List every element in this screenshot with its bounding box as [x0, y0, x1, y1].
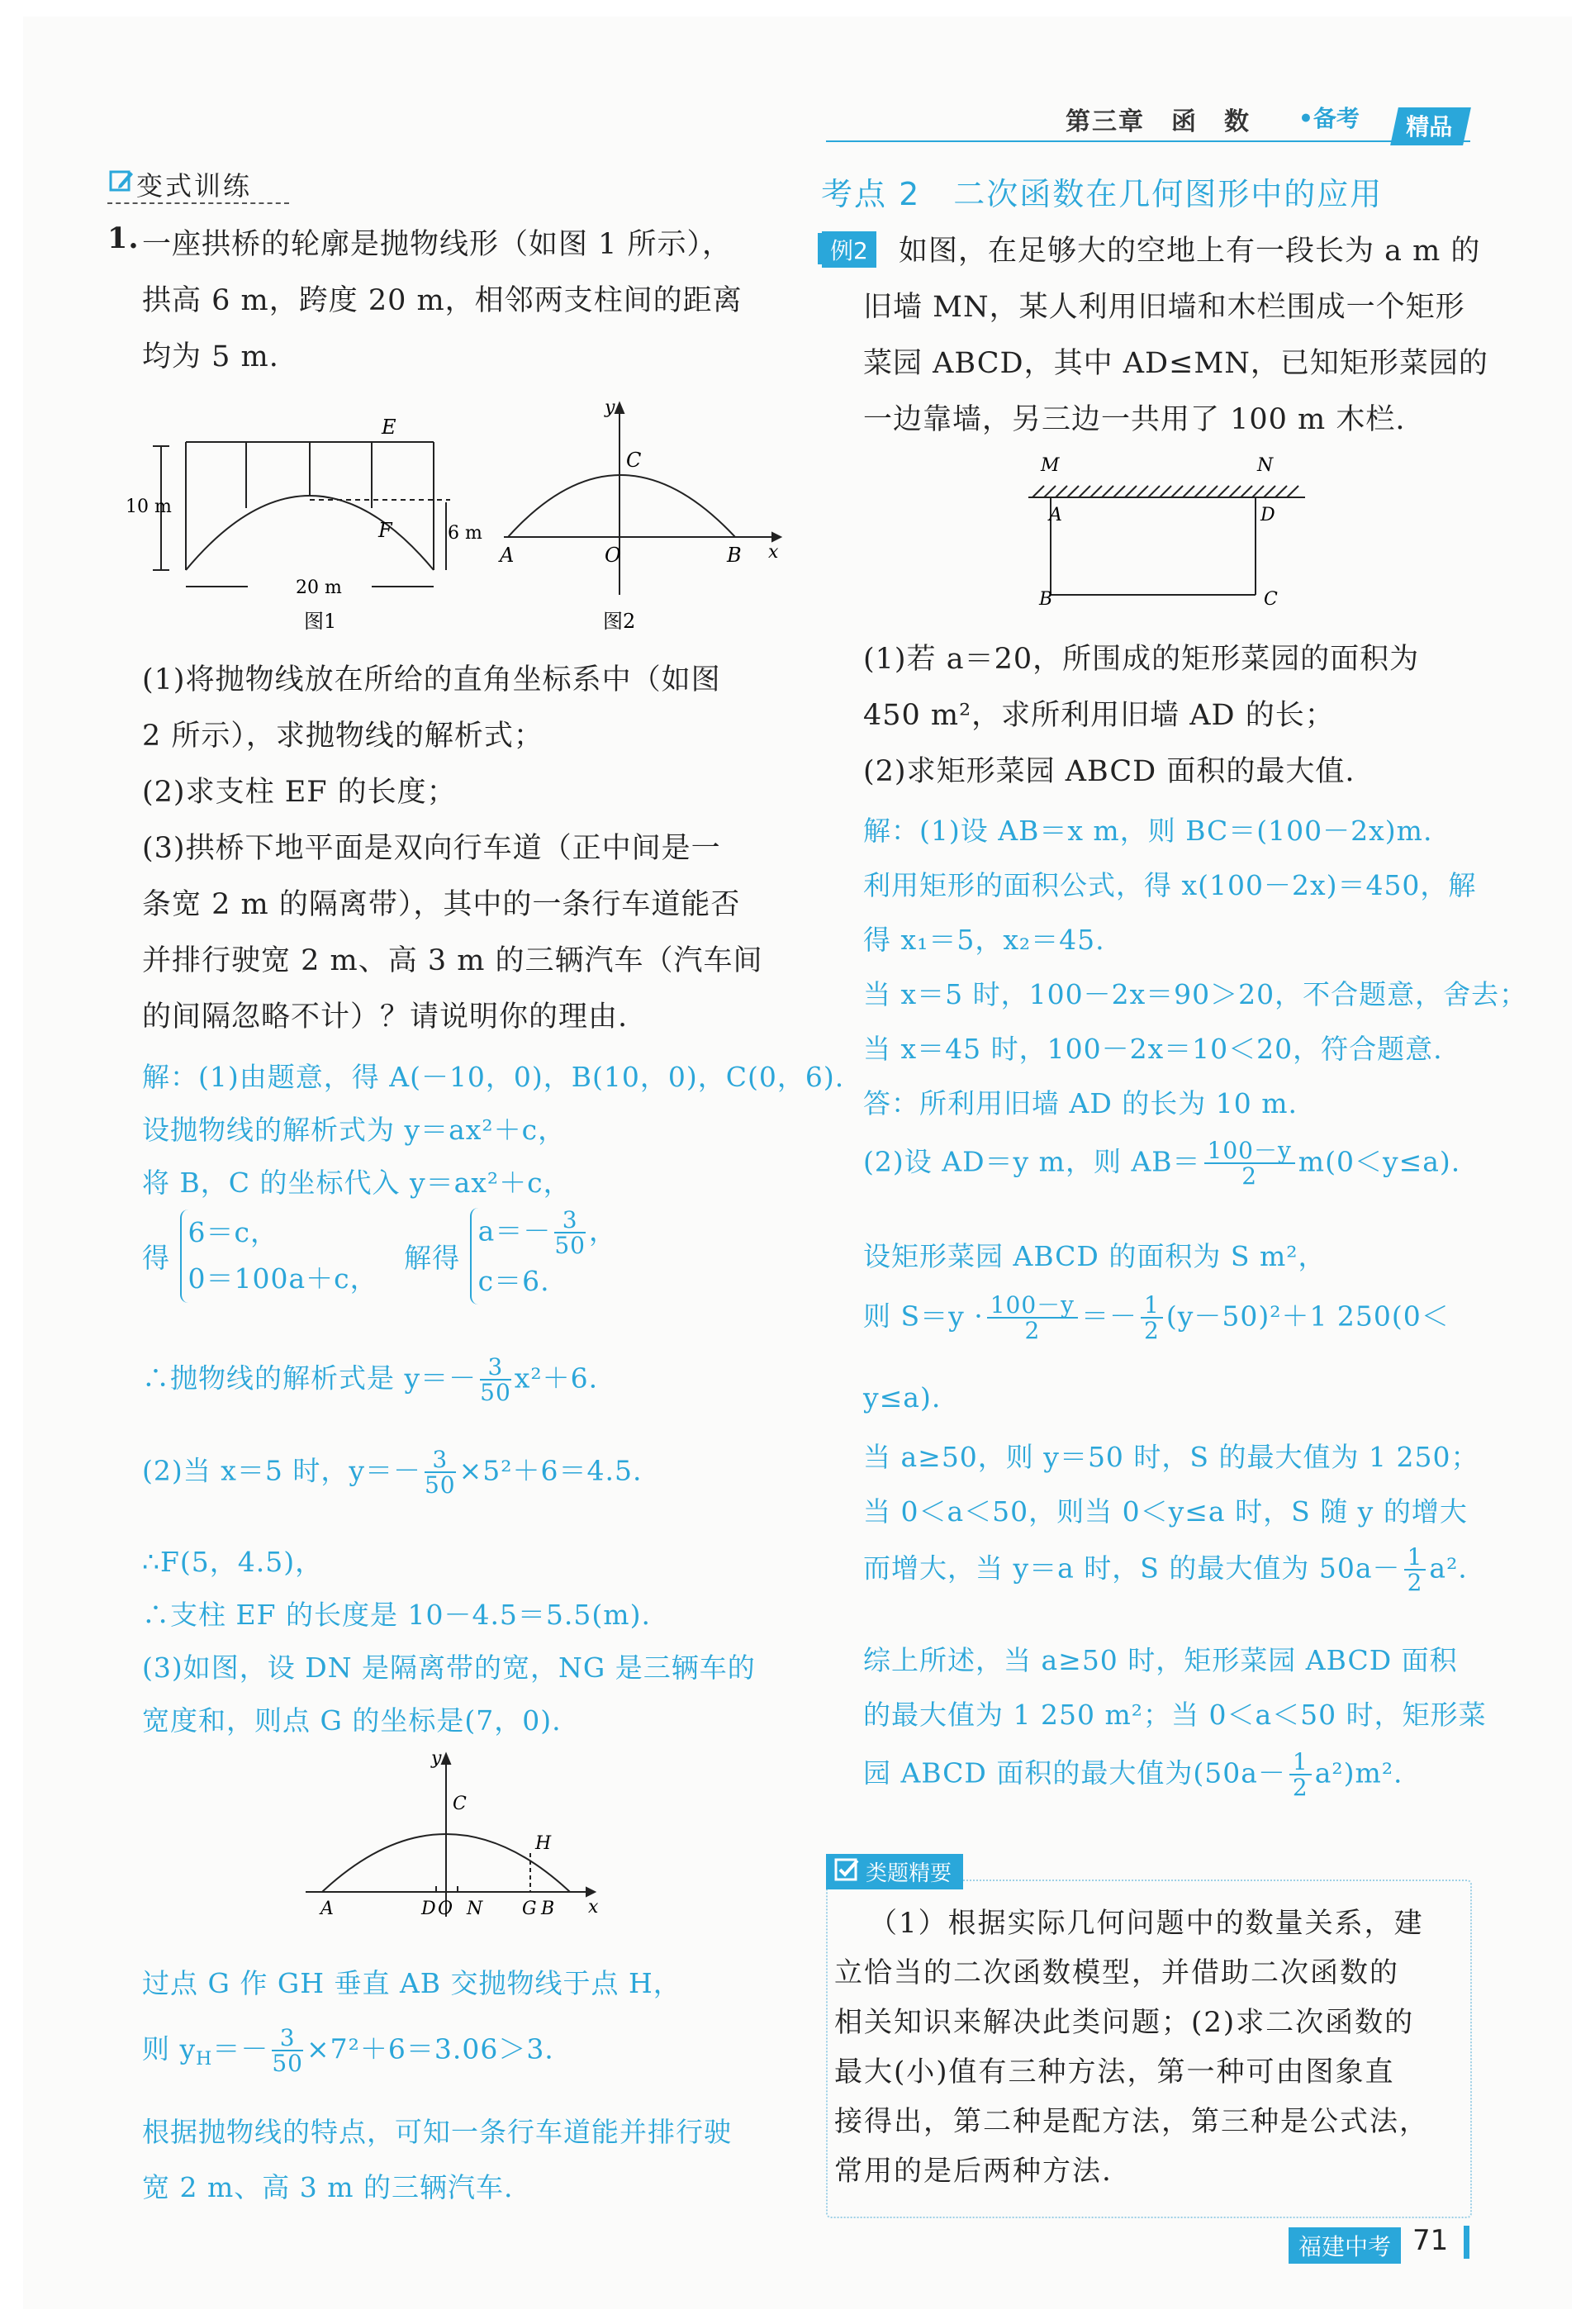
system-brace-right: [470, 1208, 617, 1305]
solution-12-prefix: 则 y: [142, 2032, 197, 2065]
page-number: 71: [1412, 2224, 1449, 2257]
right-solution-8: 设矩形菜园 ABCD 的面积为 S m²，: [863, 1240, 1327, 1272]
solution-line-13: 根据抛物线的特点，可知一条行车道能并排行驶: [142, 2116, 732, 2148]
problem-line-3: 均为 5 m.: [142, 340, 279, 373]
fraction-r13-den: 2: [1407, 1569, 1423, 1597]
solution-a-suffix: ，: [588, 1214, 617, 1248]
right-solution-3: 得 x₁＝5，x₂＝45.: [863, 924, 1105, 956]
fig2-label-a: A: [500, 544, 515, 567]
fraction-r16-den: 2: [1292, 1774, 1308, 1802]
right-solution-6: 答：所利用旧墙 AD 的长为 10 m.: [863, 1087, 1298, 1119]
solution-line-1: 解：(1)由题意，得 A(－10，0)，B(10，0)，C(0，6).: [142, 1061, 845, 1093]
fig3-label-d: D: [421, 1899, 436, 1919]
prep-label: •备考: [1298, 105, 1360, 132]
solution-6-prefix: (2)当 x＝5 时，y＝－: [142, 1454, 421, 1487]
fig1-label-f: F: [378, 519, 392, 542]
kaodian-title: 考点 2 二次函数在几何图形中的应用: [821, 176, 1384, 212]
right-solution-2: 利用矩形的面积公式，得 x(100－2x)＝450，解: [863, 869, 1477, 901]
fig3-label-g: G: [522, 1899, 537, 1919]
solution-12-mid: ＝－: [212, 2032, 269, 2065]
fraction-r16-num: 1: [1289, 1750, 1312, 1775]
fraction-5: [480, 1355, 511, 1405]
fraction-r9a: [987, 1293, 1078, 1343]
system-mid: 解得: [404, 1241, 461, 1274]
fig2-label-o: O: [605, 544, 621, 567]
fig3-label-c: C: [453, 1794, 467, 1814]
solution-a-prefix: a＝－: [477, 1214, 552, 1248]
right-solution-1: 解：(1)设 AB＝x m，则 BC＝(100－2x)m.: [863, 815, 1433, 847]
solution-line-3: 将 B，C 的坐标代入 y＝ax²＋c，: [142, 1167, 572, 1199]
solution-line-5: [142, 1355, 598, 1405]
header-rule: [826, 140, 1470, 142]
question-line-2: 2 所示），求抛物线的解析式；: [142, 720, 544, 753]
fraction-r13: [1404, 1545, 1426, 1595]
example-tag: 例2: [822, 231, 876, 268]
fraction-12-den: 50: [272, 2050, 303, 2078]
solution-line-9: (3)如图，设 DN 是隔离带的宽，NG 是三辆车的: [142, 1652, 756, 1684]
example-line-1: 如图，在足够大的空地上有一段长为 a m 的: [899, 235, 1481, 268]
summary-line-5: 接得出，第二种是配方法，第三种是公式法，: [834, 2105, 1429, 2138]
fraction-r16: [1289, 1750, 1312, 1800]
fraction-a-den: 50: [554, 1232, 586, 1260]
check-icon: [834, 1857, 859, 1882]
solution-c: c＝6.: [477, 1264, 550, 1297]
r9-mid: ＝－: [1081, 1300, 1137, 1333]
r16-suffix: a²)m².: [1314, 1756, 1403, 1789]
chapter-title: 第三章 函 数: [1066, 107, 1251, 136]
fraction-12: [272, 2026, 303, 2076]
fig3-label-y: y: [431, 1748, 442, 1769]
problem-line-1: 一座拱桥的轮廓是抛物线形（如图 1 所示），: [142, 228, 733, 261]
right-solution-12: 当 0＜a＜50，则当 0＜y≤a 时，S 随 y 的增大: [863, 1495, 1468, 1528]
system-brace-left: [180, 1210, 378, 1302]
right-solution-14: 综上所述，当 a≥50 时，矩形菜园 ABCD 面积: [863, 1644, 1458, 1676]
solution-line-10: 宽度和，则点 G 的坐标是(7，0).: [142, 1704, 562, 1737]
right-question-1: (1)若 a＝20，所围成的矩形菜园的面积为: [863, 643, 1420, 676]
question-line-3: (2)求支柱 EF 的长度；: [142, 776, 457, 809]
edit-icon: [109, 169, 134, 193]
r7-prefix: (2)设 AD＝y m，则 AB＝: [863, 1145, 1201, 1178]
garden-label-b: B: [1039, 589, 1053, 610]
fig3-label-b: B: [541, 1899, 555, 1919]
system-eq1: 6＝c，: [188, 1216, 278, 1249]
question-line-5: 条宽 2 m 的隔离带），其中的一条行车道能否: [142, 888, 741, 921]
brand-badge-text: 精品: [1406, 113, 1453, 140]
fig3-label-a: A: [320, 1899, 334, 1919]
right-solution-10: y≤a).: [863, 1381, 942, 1414]
summary-line-3: 相关知识来解决此类问题；(2)求二次函数的: [834, 2006, 1415, 2039]
right-solution-9: [863, 1293, 1450, 1343]
solution-line-11: 过点 G 作 GH 垂直 AB 交抛物线于点 H，: [142, 1967, 681, 1999]
r7-suffix: m(0＜y≤a).: [1298, 1145, 1461, 1178]
right-solution-5: 当 x＝45 时，100－2x＝10＜20，符合题意.: [863, 1033, 1443, 1065]
garden-label-a: A: [1049, 505, 1062, 525]
solution-line-14: 宽 2 m、高 3 m 的三辆汽车.: [142, 2171, 514, 2203]
summary-line-1: （1）根据实际几何问题中的数量关系，建: [869, 1907, 1424, 1940]
fraction-r9a-den: 2: [1024, 1317, 1041, 1345]
right-solution-11: 当 a≥50，则 y＝50 时，S 的最大值为 1 250；: [863, 1441, 1479, 1473]
system-prefix: 得: [142, 1241, 170, 1274]
fig1-label-e: E: [382, 416, 396, 439]
example-line-3: 菜园 ABCD，其中 AD≤MN，已知矩形菜园的: [863, 347, 1488, 380]
fraction-a-num: 3: [554, 1208, 586, 1233]
fig3-label-o: O: [438, 1899, 453, 1919]
fig1-label-arch: 6 m: [448, 523, 482, 544]
question-line-1: (1)将抛物线放在所给的直角坐标系中（如图: [142, 663, 721, 696]
problem-line-2: 拱高 6 m，跨度 20 m，相邻两支柱间的距离: [142, 284, 743, 317]
fig2-label-b: B: [727, 544, 742, 567]
question-line-6: 并排行驶宽 2 m、高 3 m 的三辆汽车（汽车间: [142, 944, 763, 977]
garden-label-c: C: [1264, 589, 1278, 610]
r13-prefix: 而增大，当 y＝a 时，S 的最大值为 50a－: [863, 1552, 1401, 1585]
solution-line-6: [142, 1447, 642, 1498]
right-question-2: 450 m²，求所利用旧墙 AD 的长；: [863, 699, 1335, 732]
fig1-label-span: 20 m: [296, 577, 342, 598]
fig1-caption: 图1: [304, 610, 337, 633]
fig3-label-x: x: [588, 1897, 599, 1918]
r16-prefix: 园 ABCD 面积的最大值为(50a－: [863, 1756, 1286, 1789]
fraction-r9a-num: 100－y: [987, 1293, 1078, 1319]
fig3-label-h: H: [535, 1833, 552, 1854]
fraction-r7-num: 100－y: [1204, 1138, 1295, 1164]
garden-label-m: M: [1041, 455, 1060, 476]
garden-label-d: D: [1260, 505, 1275, 525]
right-solution-15: 的最大值为 1 250 m²；当 0＜a＜50 时，矩形菜: [863, 1699, 1487, 1731]
solution-5-suffix: x²＋6.: [514, 1362, 599, 1395]
section-title: 变式训练: [136, 170, 253, 202]
solution-6-suffix: ×5²＋6＝4.5.: [458, 1454, 643, 1487]
solution-line-2: 设抛物线的解析式为 y＝ax²＋c，: [142, 1114, 567, 1146]
fraction-5-num: 3: [480, 1355, 511, 1381]
fig2-label-c: C: [626, 449, 642, 472]
fig1-label-height: 10 m: [126, 497, 172, 517]
question-line-7: 的间隔忽略不计）？请说明你的理由.: [142, 1000, 629, 1034]
example-line-2: 旧墙 MN，某人利用旧墙和木栏围成一个矩形: [863, 291, 1465, 324]
fig2-label-y: y: [605, 397, 615, 418]
summary-line-2: 立恰当的二次函数模型，并借助二次函数的: [834, 1956, 1399, 1989]
r9-suffix: (y－50)²＋1 250(0＜: [1165, 1300, 1450, 1333]
figure-garden: [1016, 450, 1330, 615]
right-solution-16: [863, 1750, 1403, 1800]
right-solution-13: [863, 1545, 1468, 1595]
solution-12-sub: H: [196, 2048, 213, 2070]
fraction-5-den: 50: [480, 1379, 511, 1407]
fraction-6-num: 3: [425, 1447, 456, 1473]
right-question-3: (2)求矩形菜园 ABCD 面积的最大值.: [863, 755, 1355, 788]
fraction-r9b-num: 1: [1141, 1293, 1163, 1319]
fraction-6-den: 50: [424, 1471, 456, 1499]
footer-brand: 福建中考: [1289, 2227, 1401, 2264]
fraction-r7: [1204, 1138, 1295, 1189]
section-underline: [107, 202, 289, 204]
fraction-r7-den: 2: [1241, 1162, 1258, 1191]
r9-prefix: 则 S＝y ·: [863, 1300, 984, 1333]
right-solution-4: 当 x＝5 时，100－2x＝90＞20，不合题意，舍去；: [863, 978, 1528, 1010]
fig2-caption: 图2: [603, 610, 636, 633]
solution-5-prefix: ∴抛物线的解析式是 y＝－: [142, 1362, 477, 1395]
summary-line-4: 最大(小)值有三种方法，第一种可由图象直: [834, 2055, 1395, 2089]
summary-line-6: 常用的是后两种方法.: [834, 2155, 1113, 2188]
example-line-4: 一边靠墙，另三边一共用了 100 m 木栏.: [863, 403, 1406, 436]
summary-tag: 类题精要: [826, 1854, 963, 1889]
problem-number: 1.: [107, 221, 140, 255]
system-eq2: 0＝100a＋c，: [188, 1262, 378, 1295]
garden-label-n: N: [1257, 455, 1274, 476]
solution-12-suffix: ×7²＋6＝3.06＞3.: [306, 2032, 554, 2065]
fraction-r9b: [1141, 1293, 1163, 1343]
r13-suffix: a².: [1429, 1552, 1468, 1585]
solution-line-12: [142, 2026, 554, 2076]
fig2-label-x: x: [768, 542, 779, 563]
solution-line-8: ∴支柱 EF 的长度是 10－4.5＝5.5(m).: [142, 1599, 651, 1631]
solution-line-7: ∴F(5，4.5)，: [142, 1546, 324, 1578]
fraction-12-num: 3: [272, 2026, 303, 2051]
figure-3-lanes: [289, 1739, 619, 1929]
solution-system: [142, 1208, 617, 1305]
page-bar: [1464, 2226, 1469, 2259]
right-solution-7: [863, 1138, 1460, 1189]
fraction-a: [554, 1208, 586, 1258]
fig3-label-n: N: [467, 1899, 483, 1919]
figure-1-bridge: [124, 413, 504, 644]
fraction-6: [425, 1447, 456, 1498]
question-line-4: (3)拱桥下地平面是双向行车道（正中间是一: [142, 832, 721, 865]
figure-2-axes: [496, 388, 793, 644]
fraction-r13-num: 1: [1404, 1545, 1426, 1571]
fraction-r9b-den: 2: [1144, 1317, 1160, 1345]
